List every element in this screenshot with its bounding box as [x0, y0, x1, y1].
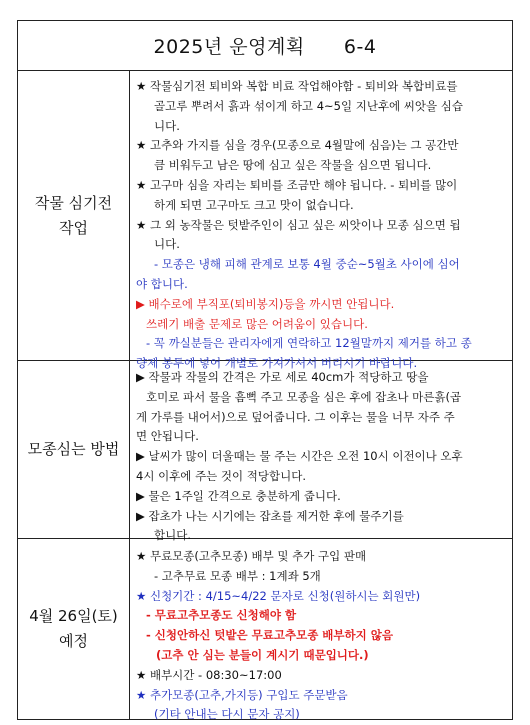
table-row-schedule	[18, 539, 512, 722]
content-line: 4시 이후에 주는 것이 적당합니다.	[136, 468, 307, 483]
content-line: ▶ 작물과 작물의 간격은 가로 세로 40cm가 적당하고 땅을	[136, 370, 429, 384]
content-line: - 고추무료 모종 배부 : 1계좌 5개	[154, 568, 321, 583]
content-line: 골고루 뿌려서 흙과 섞이게 하고 4~5일 지난후에 씨앗을 심습	[154, 98, 464, 113]
content-line: 량제 봉투에 넣어 개별로 가져가셔서 버리시기 바랍니다.	[136, 356, 418, 371]
content-line: ★ 신청기간 : 4/15~4/22 문자로 신청(원하시는 회원만)	[136, 588, 421, 603]
row-label-line: 예정	[59, 632, 88, 650]
content-line: 큼 비워두고 남은 땅에 심고 싶은 작물을 심으면 됩니다.	[154, 158, 432, 173]
content-line: 면 안됩니다.	[136, 429, 199, 444]
row-label-line: 작업	[59, 218, 88, 237]
content-line: 니다.	[154, 237, 180, 252]
content-line: ▶ 날씨가 많이 더울때는 물 주는 시간은 오전 10시 이전이나 오후	[136, 449, 463, 464]
content-line: 합니다.	[154, 528, 191, 543]
row-label	[18, 71, 130, 360]
title-text: 2025년 운영계획 6-4	[153, 36, 377, 58]
content-line: 쓰레기 배출 문제로 많은 어려움이 있습니다.	[146, 316, 368, 331]
content-line: 호미로 파서 물을 흠뻑 주고 모종을 심은 후에 잡초나 마른흙(곱	[146, 389, 462, 404]
content-line: ★ 그 외 농작물은 텃밭주인이 심고 싶은 씨앗이나 모종 심으면 됩	[136, 217, 461, 232]
content-line: 게 가루를 내어서)으로 덮어줍니다. 그 이후는 물을 너무 자주 주	[136, 409, 455, 424]
content-line: ★ 고추와 가지를 심을 경우(모종으로 4월말에 심음)는 그 공간만	[136, 138, 459, 153]
content-line: ★ 추가모종(고추,가지등) 구입도 주문받음	[136, 687, 348, 702]
content-line: ★ 배부시간 - 08:30~17:00	[136, 667, 282, 682]
row-content	[136, 71, 506, 371]
table-row-method	[18, 361, 512, 543]
page-title	[18, 21, 512, 71]
row-content	[136, 539, 506, 722]
content-line: 하게 되면 고구마도 크고 맛이 없습니다.	[154, 197, 354, 212]
content-line: ★ 무료모종(고추모종) 배부 및 추가 구입 판매	[136, 549, 367, 563]
table-row-prep	[18, 71, 512, 371]
row-label-line: 4월 26일(토)	[29, 607, 118, 625]
content-line: (기타 안내는 다시 문자 공지)	[154, 707, 300, 722]
content-line: ★ 고구마 심을 자리는 퇴비를 조금만 해야 됩니다. - 퇴비를 많이	[136, 177, 458, 192]
content-line: ▶ 잡초가 나는 시기에는 잡초를 제거한 후에 물주기를	[136, 508, 404, 523]
row-label	[18, 361, 130, 538]
content-line: (고추 안 심는 분들이 계시기 때문입니다.)	[156, 647, 369, 662]
row-label-line: 작물 심기전	[34, 193, 113, 212]
content-line: - 모종은 냉해 피해 관계로 보통 4월 중순~5월초 사이에 심어	[154, 257, 460, 272]
plan-table	[17, 20, 513, 720]
row-content	[136, 361, 506, 543]
content-line: ▶ 배수로에 부직포(퇴비봉지)등을 까시면 안됩니다.	[136, 296, 395, 311]
row-label-line: 모종심는 방법	[27, 440, 120, 458]
content-line: ▶ 물은 1주일 간격으로 충분하게 줍니다.	[136, 488, 341, 503]
content-line: - 꼭 까실분들은 관리자에게 연락하고 12월말까지 제거를 하고 종	[146, 336, 472, 351]
content-line: 니다.	[154, 118, 180, 133]
content-line: 야 합니다.	[136, 276, 188, 291]
content-line: - 무료고추모종도 신청해야 함	[146, 608, 297, 623]
content-line: ★ 작물심기전 퇴비와 복합 비료 작업해야함 - 퇴비와 복합비료를	[136, 79, 458, 93]
content-line: - 신청안하신 텃밭은 무료고추모종 배부하지 않음	[146, 628, 393, 643]
row-label	[18, 539, 130, 719]
